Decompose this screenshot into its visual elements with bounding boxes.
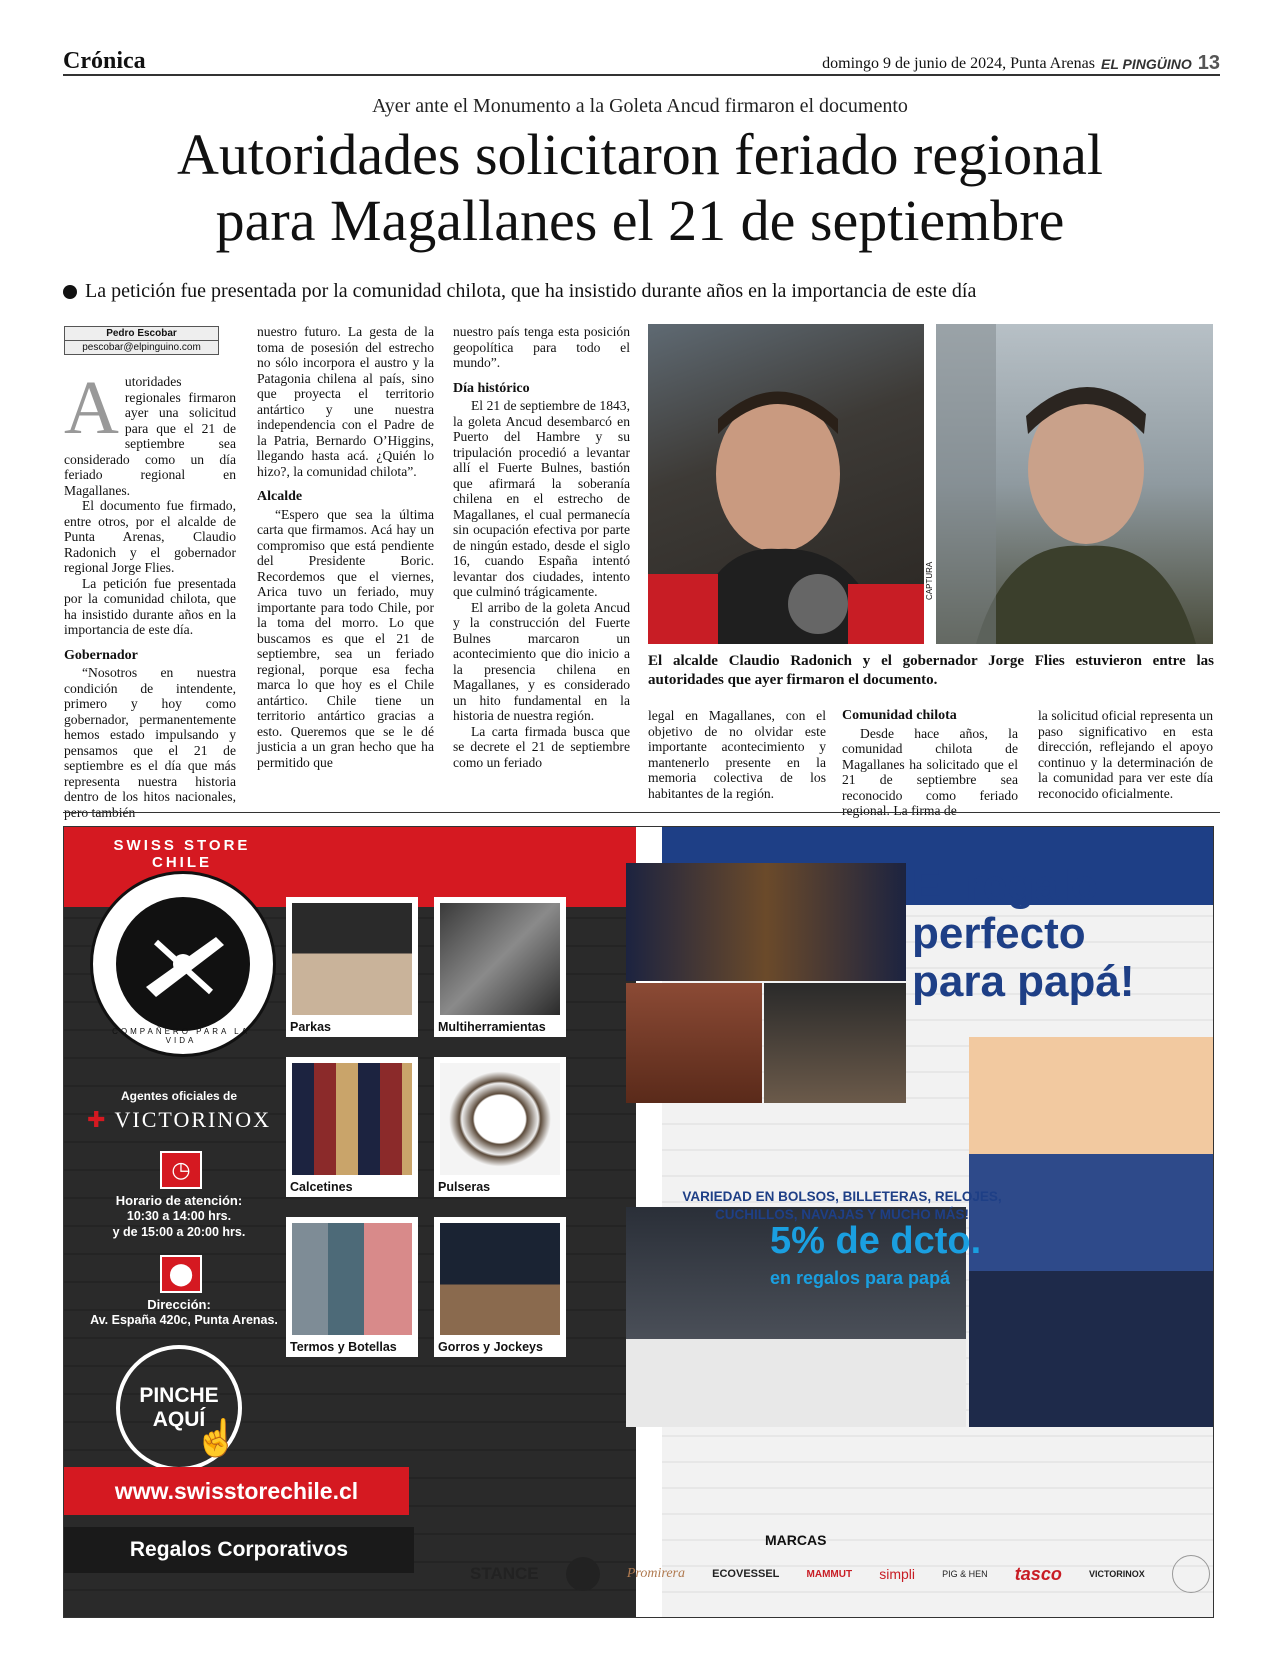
paragraph: El documento fue firmado, entre otros, por el alcalde de Punta Arenas, Claudio Radonich y el gobernador regional Jorge Flies. (64, 498, 236, 575)
paragraph: El arribo de la goleta Ancud y la construcción del Fuerte Bulnes marcaron un acontecimiento que dio inicio a la presencia chilena en Magallanes, y es considerado un hito fundamental en la historia de nuestra región. (453, 599, 630, 723)
variety-line-1: EN BOLSOS, BILLETERAS, RELOJES, (755, 1189, 1002, 1204)
tile-multiherramientas[interactable] (434, 897, 566, 1037)
victorinox-logo (74, 1107, 284, 1133)
article-column-6 (1038, 708, 1213, 801)
ad-headline-line-1: El regalo (912, 861, 1098, 910)
variety-line-2: CUCHILLOS, NAVAJAS Y MUCHO MÁS! (714, 1207, 969, 1222)
hours-title: Horario de atención: (115, 1193, 243, 1208)
byline-name: Pedro Escobar (65, 327, 218, 341)
brand-stance: STANCE (470, 1564, 539, 1583)
brand-ecovessel: ECOVESSEL (712, 1568, 780, 1580)
address: Av. España 420c, Punta Arenas. (90, 1313, 278, 1327)
brand-tasco: tasco (1014, 1563, 1062, 1584)
tile-label: Gorros y Jockeys (434, 1337, 566, 1357)
header-rule (63, 74, 1220, 76)
article-column-2 (257, 324, 434, 770)
page-number: 13 (1197, 52, 1220, 74)
bullet-icon (63, 285, 77, 299)
website-link[interactable]: www.swisstorechile.cl (114, 1478, 359, 1504)
cta-line-1: PINCHE (139, 1384, 219, 1407)
paragraph: La carta firmada busca que se decrete el 21 de septiembre como un feriado (453, 723, 630, 770)
ad-headline (912, 862, 1212, 1006)
article-column-1 (64, 366, 236, 820)
drop-cap: A (64, 366, 119, 450)
headline-line-2: para Magallanes el 21 de septiembre (215, 188, 1065, 253)
brand-victorinox: VICTORINOX (1088, 1569, 1145, 1579)
address-title: Dirección: (147, 1297, 211, 1312)
brand-mammut: MAMMUT (806, 1568, 853, 1580)
tile-pulseras[interactable] (434, 1057, 566, 1197)
paragraph: nuestro país tenga esta posición geopolítica para todo el mundo”. (453, 324, 630, 370)
knives-image (764, 983, 906, 1103)
dateline-block (822, 52, 1220, 75)
article-kicker: Ayer ante el Monumento a la Goleta Ancud firmaron el documento (372, 95, 908, 117)
article-column-5 (842, 708, 1018, 819)
tile-termos[interactable] (286, 1217, 418, 1357)
clock-icon: ◷ (160, 1151, 202, 1189)
logo-top-text: SWISS STORE CHILE (113, 837, 251, 871)
logo-bottom-text: COMPAÑERO PARA LA VIDA (112, 1027, 250, 1045)
byline-email: pescobar@elpinguino.com (82, 342, 201, 353)
pointing-hand-icon: ☝ (194, 1418, 239, 1458)
tile-parkas[interactable] (286, 897, 418, 1037)
caps-image (440, 1223, 560, 1335)
bracelet-image (440, 1063, 560, 1175)
paragraph: la solicitud oficial representa un paso significativo en esta dirección, reflejando el apoyo continuo y la determinación de la comunidad para ver este día reconocido oficialmente. (1038, 708, 1213, 801)
ad-headline-line-3: para papá! (912, 957, 1135, 1006)
deck-text: La petición fue presentada por la comunidad chilota, que ha insistido durante años en la importancia de este día (85, 280, 977, 302)
brand-pig-hen: PIG & HEN (942, 1569, 988, 1579)
tile-label: Calcetines (286, 1177, 418, 1197)
hours-line-1: 10:30 a 14:00 hrs. (126, 1209, 232, 1223)
newspaper-logo: EL PINGÜINO (1100, 55, 1192, 72)
knife-logo-icon (116, 897, 250, 1031)
brand-seal-icon (1172, 1555, 1210, 1593)
subhead-gobernador: Gobernador (64, 647, 138, 663)
paragraph: El 21 de septiembre de 1843, la goleta Ancud desembarcó en Puerto del Hambre y su tripulación procedió a levantar allí el Fuerte Bulnes, bastión que afirmará la soberanía chilena en el estrecho de Magallanes, el cual permanecía sin ocupación efectiva por parte de ningún estado, desde el siglo 16, cuando España intentó levantar dos ciudades, intento que culminó trágicamente. (453, 398, 630, 599)
hours-line-2: y de 15:00 a 20:00 hrs. (112, 1225, 246, 1239)
article-column-3 (453, 324, 630, 770)
tile-label: Pulseras (434, 1177, 566, 1197)
tile-label: Termos y Botellas (286, 1337, 418, 1357)
corporate-gifts-label: Regalos Corporativos (129, 1538, 349, 1561)
paragraph: utoridades regionales firmaron ayer una solicitud para que el 21 de septiembre sea considerado como un día feriado regional en Magallanes. (64, 374, 236, 498)
paragraph: “Espero que sea la última carta que firmamos. Acá hay un compromiso que está pendiente del Presidente Boric. Recordemos que el viernes, Arica tuvo un feriado, muy importante para todo Chile, por la toma del morro. Lo que buscamos es que el 21 de septiembre, sea un feriado regional, porque esa fecha marca lo que hoy es el Chile antártico. Chile tiene un territorio antártico gracias a esto. Queremos que se le dé justicia a un gran hecho que ha permitido que (257, 506, 434, 770)
cta-line-2: AQUÍ (152, 1408, 206, 1431)
tile-calcetines[interactable] (286, 1057, 418, 1197)
tile-label: Parkas (286, 1017, 418, 1037)
subhead-dia-historico: Día histórico (453, 380, 530, 396)
paragraph: La petición fue presentada por la comunidad chilota, que ha insistido durante años en la importancia de este día. (64, 575, 236, 637)
paragraph: legal en Magallanes, con el objetivo de no olvidar este importante acontecimiento y mantenerlo presente en la memoria colectiva de los habitantes de la región. (648, 708, 826, 801)
glasses-image (626, 863, 906, 981)
byline-box (64, 326, 219, 355)
subhead-comunidad-chilota: Comunidad chilota (842, 708, 957, 723)
brands-row (470, 1550, 1210, 1598)
photo-credit: CAPTURA (925, 561, 934, 600)
parka-image (292, 903, 412, 1015)
brand-badge-icon (566, 1557, 600, 1591)
variety-text (662, 1188, 1022, 1224)
discount-subtitle: en regalos para papá (770, 1268, 951, 1288)
article-deck (63, 280, 976, 303)
bottles-image (292, 1223, 412, 1335)
section-divider (63, 812, 1220, 813)
paragraph: Desde hace años, la comunidad chilota de Magallanes ha solicitado que el 21 de septiembre sea reconocido como feriado regional. La firma de (842, 725, 1018, 818)
dateline: domingo 9 de junio de 2024, Punta Arenas (822, 54, 1095, 72)
location-pin-icon: ⬤ (160, 1255, 202, 1293)
section-title: Crónica (63, 48, 146, 74)
variety-bold: VARIEDAD (682, 1189, 752, 1204)
headline-line-1: Autoridades solicitaron feriado regional (176, 122, 1104, 187)
paragraph: “Nosotros en nuestra condición de intendente, primero y hoy como gobernador, permanentemente hemos estado impulsando y pensamos que el 21 de septiembre es el día que más representa nuestra historia dentro de los hitos nacionales, pero también (64, 665, 236, 820)
tile-gorros[interactable] (434, 1217, 566, 1357)
wine-image (626, 983, 762, 1103)
photo-radonich (648, 324, 924, 644)
father-son-image (969, 1037, 1213, 1427)
paragraph: nuestro futuro. La gesta de la toma de posesión del estrecho no sólo incorpora el austro y la Patagonia chilena al país, sino que proyecta el territorio antártico y une nuestra independencia con el Padre de la Patria, Bernardo O’Higgins, llegando hasta acá. ¿Quién lo hizo?, la comunidad chilota”. (257, 324, 434, 479)
brand-simpli: simpli (879, 1566, 915, 1582)
brands-title: MARCAS (765, 1532, 827, 1548)
agents-label: Agentes oficiales de (120, 1089, 238, 1103)
subhead-alcalde: Alcalde (257, 489, 303, 504)
article-headline (60, 122, 1220, 254)
photo-flies (936, 324, 1213, 644)
victorinox-text: VICTORINOX (114, 1107, 272, 1132)
multitool-image (440, 903, 560, 1015)
photo-caption: El alcalde Claudio Radonich y el gobernador Jorge Flies estuvieron entre las autoridades que ayer firmaron el documento. (648, 653, 1214, 688)
swiss-cross-icon: ✚ (86, 1107, 108, 1132)
tile-label: Multiherramientas (434, 1017, 566, 1037)
socks-image (292, 1063, 412, 1175)
article-column-4 (648, 708, 826, 801)
ad-headline-line-2: perfecto (912, 909, 1086, 958)
discount: 5% de dcto. (770, 1220, 982, 1262)
brand-promirera: Promirera (626, 1566, 685, 1581)
